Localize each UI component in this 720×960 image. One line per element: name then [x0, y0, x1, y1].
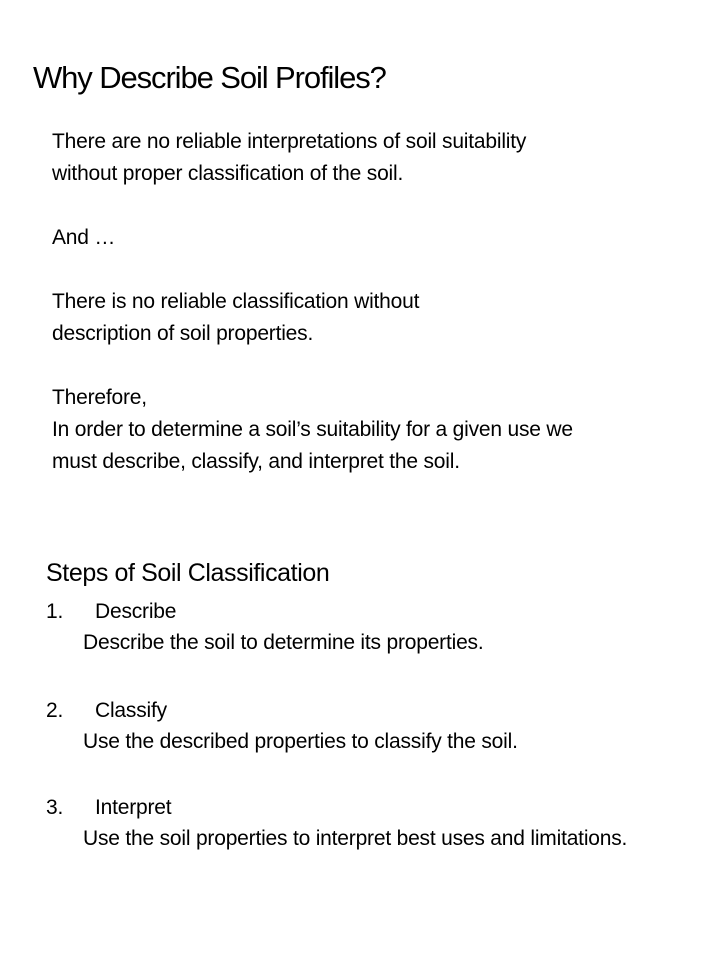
steps-heading: Steps of Soil Classification — [46, 559, 330, 587]
step-name: Interpret — [95, 796, 172, 819]
step-item-interpret — [46, 793, 686, 851]
step-number: 2. — [46, 699, 64, 722]
intro-paragraph-classification: There is no reliable classification without description of soil properties. — [52, 290, 420, 345]
step-number: 1. — [46, 600, 64, 623]
step-name: Classify — [95, 699, 167, 722]
step-item-describe — [46, 597, 686, 655]
intro-paragraph-and: And … — [52, 226, 116, 249]
step-name: Describe — [95, 600, 177, 623]
step-description: Describe the soil to determine its properties. — [83, 631, 484, 654]
step-description: Use the soil properties to interpret best uses and limitations. — [83, 827, 628, 850]
step-number: 3. — [46, 796, 64, 819]
intro-paragraph-conclusion: In order to determine a soil’s suitability for a given use we must describe, classify, and interpret the soil. — [52, 418, 573, 473]
intro-paragraph-interpretations: There are no reliable interpretations of soil suitability without proper classification of the soil. — [52, 130, 527, 185]
page-title: Why Describe Soil Profiles? — [33, 60, 386, 95]
intro-section — [52, 126, 652, 510]
step-description: Use the described properties to classify the soil. — [83, 730, 518, 753]
intro-paragraph-therefore: Therefore, — [52, 386, 147, 409]
step-item-classify — [46, 696, 686, 754]
